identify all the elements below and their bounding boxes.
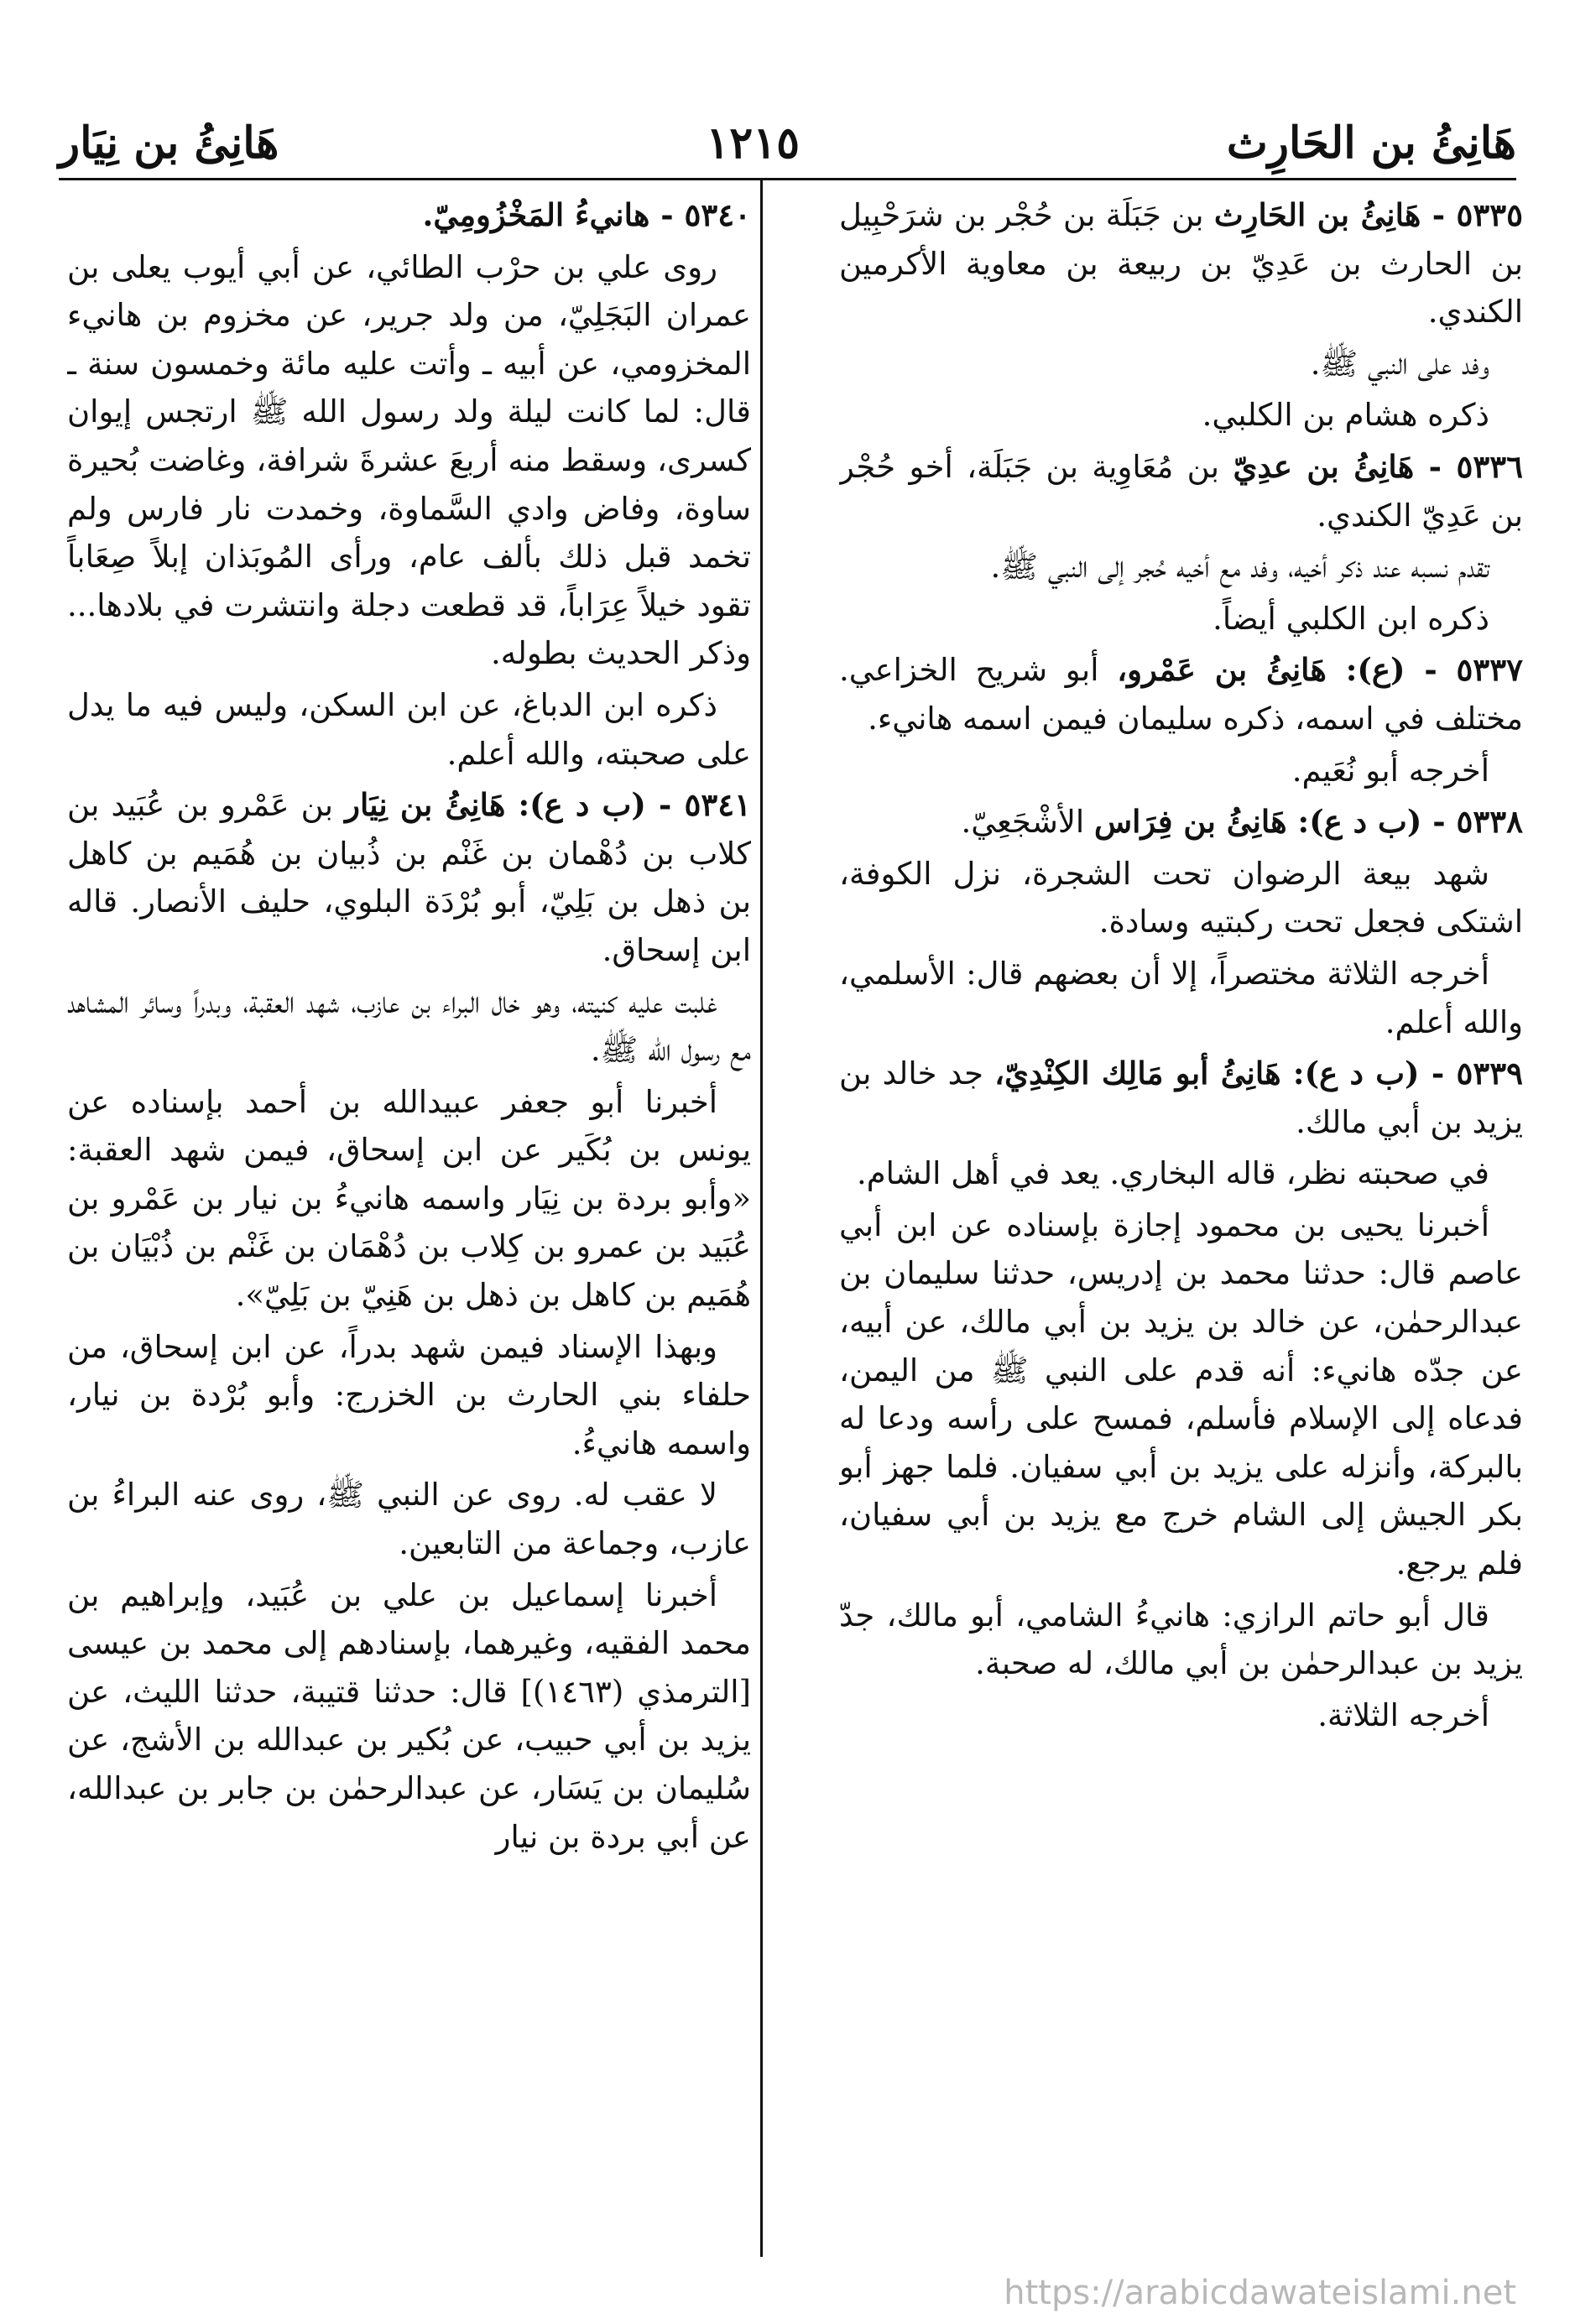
entry-name: هَانِئُ أبو مَالِك الكِنْدِيّ، — [994, 1055, 1281, 1092]
watermark-url: https://arabicdawateislami.net — [1004, 2274, 1516, 2312]
paragraph-text: الأشْجَعِيّ. — [961, 804, 1094, 841]
paragraph-text: بن جَبَلَة بن حُجْر بن شرَحْبِيل بن الحارث بن عَدِيّ بن ربيعة بن معاوية الأكرمين الكندي. — [839, 197, 1523, 331]
left-column — [67, 191, 751, 2255]
entry-paragraph — [839, 191, 1523, 336]
paragraph-text: تقدم نسبه عند ذكر أخيه، وفد مع أخيه حُجر إلى النبي ﷺ. — [990, 549, 1489, 586]
paragraph-text: وبهذا الإسناد فيمن شهد بدراً، عن ابن إسحاق، من حلفاء بني الحارث بن الخزرج: وأبو بُرْدة بن نيار، واسمه هانيءُ. — [67, 1328, 751, 1462]
entry-number: ٥٣٣٥ - — [1421, 196, 1523, 233]
entry-paragraph — [67, 191, 751, 240]
body-paragraph — [839, 340, 1523, 388]
body-paragraph — [839, 391, 1523, 440]
paragraph-text: ذكره ابن الدباغ، عن ابن السكن، وليس فيه ما يدل على صحبته، والله أعلم. — [67, 686, 751, 772]
entry-number: ٥٣٣٩ - (ب د ع): — [1280, 1055, 1523, 1092]
body-paragraph — [839, 850, 1523, 946]
body-paragraph — [839, 1691, 1523, 1740]
paragraph-text: شهد بيعة الرضوان تحت الشجرة، نزل الكوفة، اشتكى فجعل تحت ركبتيه وسادة. — [839, 855, 1523, 941]
body-paragraph — [839, 747, 1523, 795]
body-paragraph — [67, 1323, 751, 1468]
paragraph-text: أخرجه الثلاثة مختصراً، إلا أن بعضهم قال: الأسلمي، والله أعلم. — [839, 955, 1523, 1040]
body-paragraph — [839, 950, 1523, 1046]
entry-paragraph — [839, 1050, 1523, 1146]
paragraph-text: ذكره ابن الكلبي أيضاً. — [1213, 600, 1489, 637]
header-rule — [59, 178, 1516, 180]
paragraph-text: روى علي بن حرْب الطائي، عن أبي أيوب يعلى بن عمران البَجَلِيّ، من ولد جرير، عن مخزوم بن هانيء المخزومي، عن أبيه ـ وأتت عليه مائة وخمسون سنة ـ قال: لما كانت ليلة ولد رسول الله ﷺ ارتجس إيوان كسرى، وسقط منه أربعَ عشرةَ شرافة، وغاضت بُحيرة ساوة، وفاض وادي السَّماوة، وخمدت نار فارس ولم تخمد قبل ذلك بألف عام، ورأى المُوبَذان إبلاً صِعَاباً تقود خيلاً عِرَاباً، قد قطعت دجلة وانتشرت في بلادها... وذكر الحديث بطوله. — [67, 248, 751, 672]
paragraph-text: غلبت عليه كنيته، وهو خال البراء بن عازب، شهد العقبة، وبدراً وسائر المشاهد مع رسول الله ﷺ. — [67, 983, 751, 1069]
entry-paragraph — [67, 781, 751, 974]
entry-name: هانيءُ المَخْزُومِيّ. — [422, 196, 650, 233]
paragraph-text: لا عقب له. روى عن النبي ﷺ، روى عنه البراءُ بن عازب، وجماعة من التابعين. — [67, 1477, 751, 1562]
entry-number: ٥٣٣٨ - (ب د ع): — [1286, 803, 1523, 841]
paragraph-text: جد خالد بن يزيد بن أبي مالك. — [839, 1055, 1523, 1140]
body-paragraph — [67, 681, 751, 778]
entry-paragraph — [839, 646, 1523, 743]
paragraph-text: أخرجه أبو نُعَيم. — [1291, 752, 1489, 789]
body-paragraph — [839, 543, 1523, 591]
body-paragraph — [67, 978, 751, 1075]
paragraph-text: أخرجه الثلاثة. — [1317, 1696, 1489, 1733]
entry-number: ٥٣٤٠ - — [649, 196, 751, 233]
header-right-title: هَانِئُ بن الحَارِث — [1226, 117, 1516, 169]
body-paragraph — [839, 1592, 1523, 1688]
column-divider — [760, 178, 763, 2257]
page-number: ١٢١٥ — [706, 117, 801, 169]
entry-name: هَانِئُ بن عدِيّ — [1233, 447, 1415, 485]
paragraph-text: أخبرنا إسماعيل بن علي بن عُبَيد، وإبراهيم بن محمد الفقيه، وغيرهما، بإسنادهم إلى محمد بن عيسى [الترمذي (١٤٦٣)] قال: حدثنا قتيبة، حدثنا الليث، عن يزيد بن أبي حبيب، عن بُكير بن عبدالله بن الأشج، عن سُليمان بن يَسَار، عن عبدالرحمٰن بن جابر بن عبدالله، عن أبي بردة بن نيار — [67, 1576, 751, 1855]
header-left-title: هَانِئُ بن نِيَار — [59, 117, 279, 169]
entry-number: ٥٣٣٧ - (ع): — [1326, 651, 1523, 689]
entry-number: ٥٣٣٦ - — [1414, 447, 1523, 485]
body-paragraph — [839, 1201, 1523, 1588]
paragraph-text: بن مُعَاوِية بن جَبَلَة، أخو حُجْر بن عَدِيّ الكندي. — [839, 448, 1523, 534]
paragraph-text: أبو شريح الخزاعي. مختلف في اسمه، ذكره سليمان فيمن اسمه هانيء. — [839, 652, 1523, 737]
entry-name: هَانِئُ بن نِيَار — [345, 786, 506, 824]
paragraph-text: قال أبو حاتم الرازي: هانيءُ الشامي، أبو مالك، جدّ يزيد بن عبدالرحمٰن بن أبي مالك، له صحبة. — [839, 1597, 1523, 1682]
entry-paragraph — [839, 443, 1523, 539]
paragraph-text: أخبرنا أبو جعفر عبيدالله بن أحمد بإسناده عن يونس بن بُكَير عن ابن إسحاق، فيمن شهد العقبة: «وأبو بردة بن نِيَار واسمه هانيءُ بن نيار بن عَمْرو بن عُبَيد بن عمرو بن كِلاب بن دُهْمَان بن غَنْم بن ذُبْيَان بن هُمَيم بن كاهل بن ذهل بن هَنِيّ بن بَلِيّ». — [67, 1083, 751, 1314]
paragraph-text: بن عَمْرو بن عُبَيد بن كلاب بن دُهْمان بن غَنْم بن ذُبيان بن هُمَيم بن كاهل بن ذهل بن بَلِيّ، أبو بُرْدَة البلوي، حليف الأنصار. قاله ابن إسحاق. — [67, 787, 751, 968]
paragraph-text: أخبرنا يحيى بن محمود إجازة بإسناده عن ابن أبي عاصم قال: حدثنا محمد بن إدريس، حدثنا سليمان بن عبدالرحمٰن، عن خالد بن يزيد بن أبي مالك، عن أبيه، عن جدّه هانيء: أنه قدم على النبي ﷺ من اليمن، فدعاه إلى الإسلام فأسلم، فمسح على رأسه ودعا له بالبركة، وأنزله على يزيد بن أبي سفيان. فلما جهز أبو بكر الجيش إلى الشام خرج مع يزيد بن أبي سفيان، فلم يرجع. — [839, 1206, 1523, 1582]
entry-name: هَانِئُ بن عَمْرو، — [1117, 651, 1327, 689]
running-header — [59, 105, 1516, 180]
paragraph-text: وفد على النبي ﷺ. — [1310, 345, 1489, 382]
entry-name: هَانِئُ بن الحَارِث — [1213, 196, 1421, 233]
entry-number: ٥٣٤١ - (ب د ع): — [505, 786, 751, 824]
paragraph-text: ذكره هشام بن الكلبي. — [1202, 397, 1489, 434]
entry-name: هَانِئُ بن فِرَاس — [1093, 803, 1287, 841]
right-column — [839, 191, 1523, 2255]
paragraph-text: في صحبته نظر، قاله البخاري. يعد في أهل الشام. — [856, 1155, 1489, 1192]
body-paragraph — [67, 1571, 751, 1862]
body-paragraph — [67, 1078, 751, 1320]
body-paragraph — [839, 1149, 1523, 1198]
body-paragraph — [839, 595, 1523, 644]
body-paragraph — [67, 1471, 751, 1567]
body-paragraph — [67, 243, 751, 678]
entry-paragraph — [839, 798, 1523, 847]
